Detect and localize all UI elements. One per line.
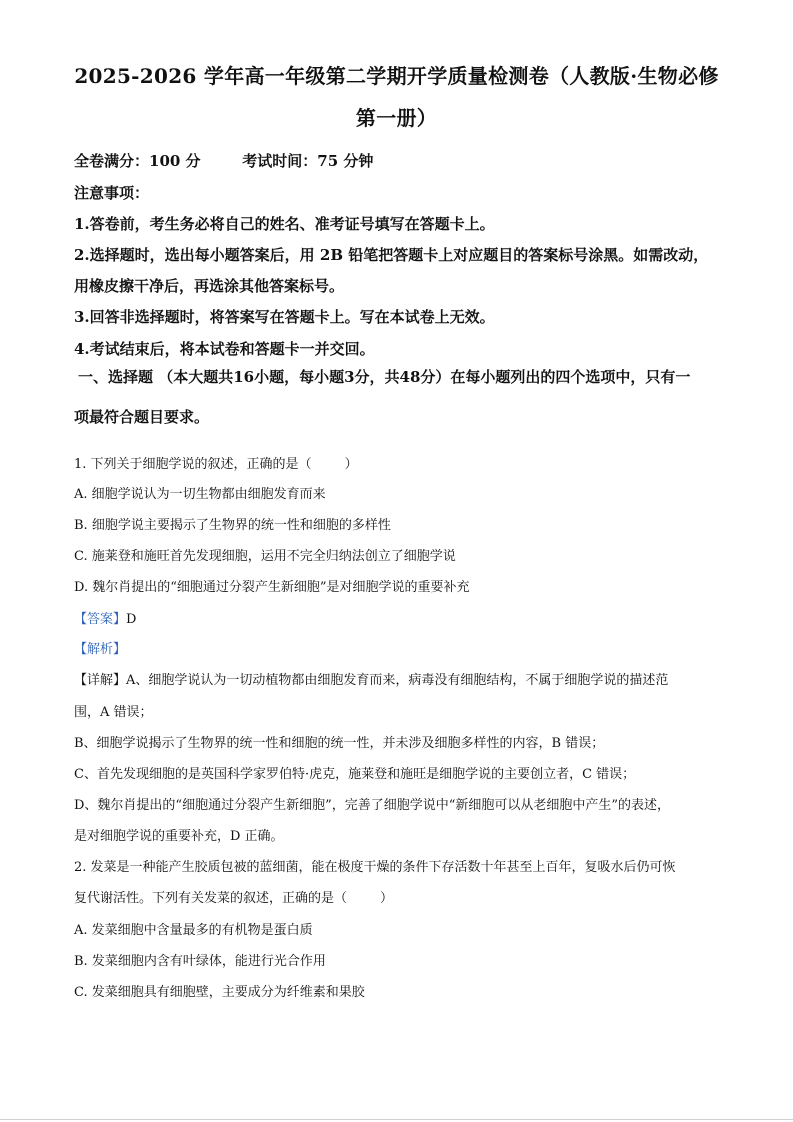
question-1-option: A. 细胞学说认为一切生物都由细胞发育而来	[74, 487, 326, 502]
page-bottom-rule	[0, 1119, 793, 1120]
question-2-option: B. 发菜细胞内含有叶绿体，能进行光合作用	[74, 954, 326, 969]
notes-heading: 注意事项：	[74, 184, 150, 202]
section-heading: 一、选择题 （本大题共16小题，每小题3分，共48分）在每小题列出的四个选项中，只有一	[78, 368, 691, 386]
question-1-option: C. 施莱登和施旺首先发现细胞，运用不完全归纳法创立了细胞学说	[74, 549, 456, 564]
note-item: 1.答卷前，考生务必将自己的姓名、准考证号填写在答题卡上。	[74, 215, 495, 233]
answer-value: D	[126, 612, 137, 627]
question-2-option: A. 发菜细胞中含量最多的有机物是蛋白质	[74, 923, 313, 938]
detail-line: 【详解】A、细胞学说认为一切动植物都由细胞发育而来，病毒没有细胞结构，不属于细胞学说的描述范	[74, 673, 669, 688]
exam-info: 全卷满分：100 分 考试时间：75 分钟	[74, 152, 374, 170]
page-title-line-1: 2025-2026 学年高一年级第二学期开学质量检测卷（人教版·生物必修	[74, 64, 719, 88]
detail-line: D、魏尔肖提出的“细胞通过分裂产生新细胞”，完善了细胞学说中“新细胞可以从老细胞中产生”的表述，	[74, 798, 671, 813]
section-heading-cont: 项最符合题目要求。	[74, 408, 210, 426]
analysis-label: 【解析】	[74, 642, 127, 657]
question-2-stem-cont: 复代谢活性。下列有关发菜的叙述，正确的是（ ）	[74, 891, 394, 906]
note-item: 3.回答非选择题时，将答案写在答题卡上。写在本试卷上无效。	[74, 308, 495, 326]
detail-line: C、首先发现细胞的是英国科学家罗伯特·虎克，施莱登和施旺是细胞学说的主要创立者，C 错误；	[74, 767, 636, 782]
note-item: 用橡皮擦干净后，再选涂其他答案标号。	[74, 277, 345, 295]
answer-label: 【答案】	[74, 612, 127, 627]
question-1-option: B. 细胞学说主要揭示了生物界的统一性和细胞的多样性	[74, 518, 391, 533]
note-item: 2.选择题时，选出每小题答案后，用 2B 铅笔把答题卡上对应题目的答案标号涂黑。如需改动，	[74, 246, 709, 264]
question-2-option: C. 发菜细胞具有细胞壁，主要成分为纤维素和果胶	[74, 985, 365, 1000]
detail-line: B、细胞学说揭示了生物界的统一性和细胞的统一性，并未涉及细胞多样性的内容，B 错误；	[74, 736, 605, 751]
detail-line: 是对细胞学说的重要补充，D 正确。	[74, 829, 284, 844]
question-1-option: D. 魏尔肖提出的“细胞通过分裂产生新细胞”是对细胞学说的重要补充	[74, 580, 470, 595]
note-item: 4.考试结束后，将本试卷和答题卡一并交回。	[74, 340, 375, 358]
answer-row	[74, 608, 136, 627]
question-2-stem: 2. 发菜是一种能产生胶质包被的蓝细菌，能在极度干燥的条件下存活数十年甚至上百年，复吸水后仍可恢	[74, 860, 676, 875]
detail-line: 围，A 错误；	[74, 705, 153, 720]
question-1-stem: 1. 下列关于细胞学说的叙述，正确的是（ ）	[74, 457, 358, 472]
page-title-line-2: 第一册）	[355, 106, 438, 130]
